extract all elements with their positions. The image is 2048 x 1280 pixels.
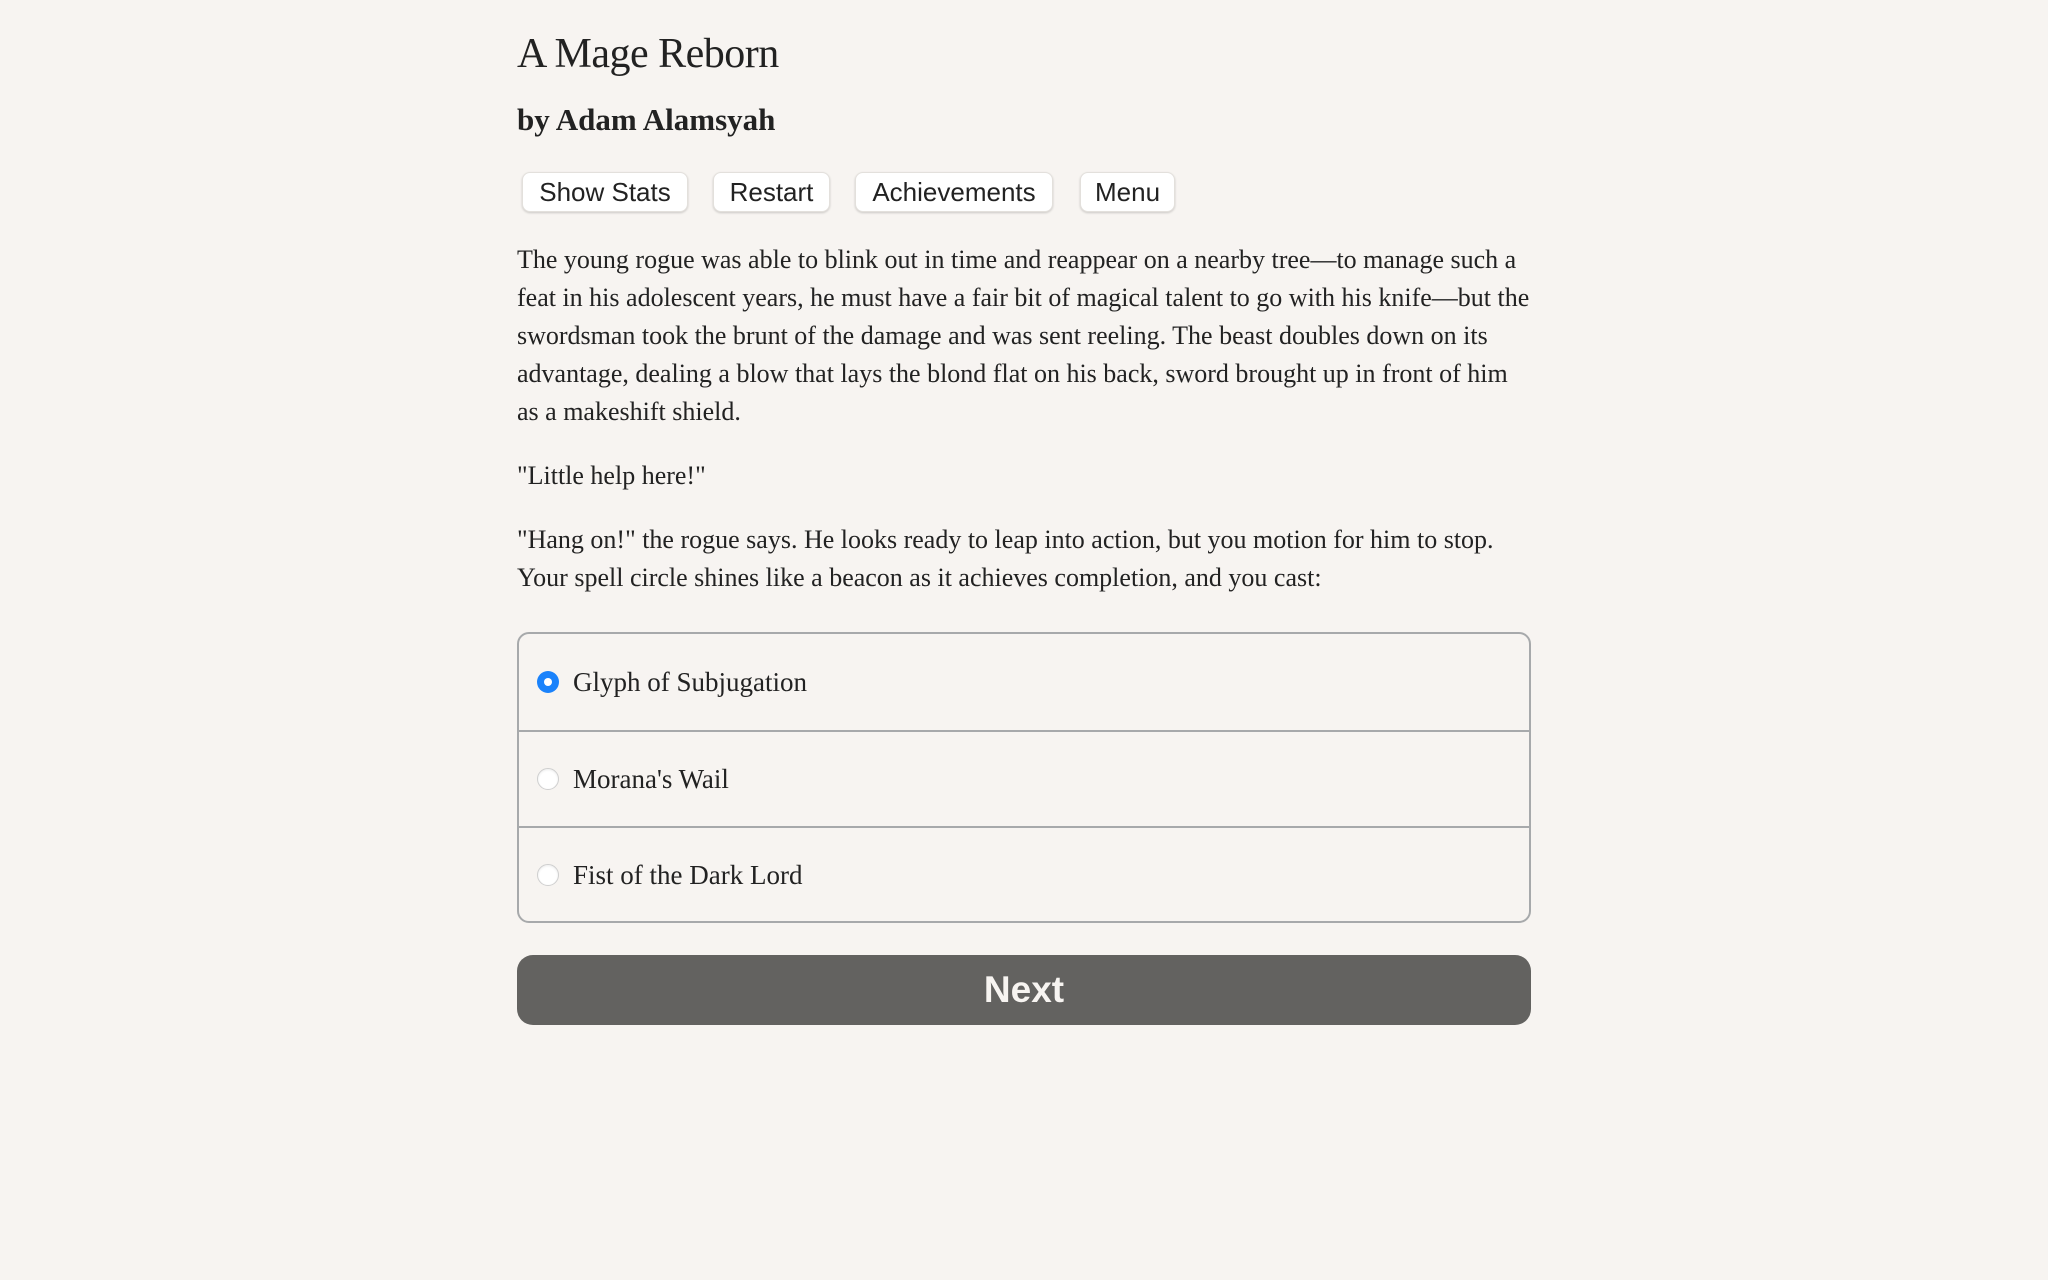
achievements-button[interactable]: Achievements — [855, 172, 1053, 212]
story-paragraph: "Little help here!" — [517, 461, 706, 490]
choice-list — [517, 632, 1531, 923]
choice-option-moranas-wail[interactable] — [519, 730, 1529, 826]
restart-button[interactable]: Restart — [713, 172, 830, 212]
choice-label: Fist of the Dark Lord — [573, 859, 803, 890]
choice-option-fist-of-the-dark-lord[interactable] — [519, 826, 1529, 922]
story-paragraph: "Hang on!" the rogue says. He looks ready to leap into action, but you motion for him to stop. Your spell circle shines like a beacon as it achieves completion, and you cast: — [517, 525, 1494, 592]
author-byline: by Adam Alamsyah — [517, 102, 776, 137]
choice-option-glyph-of-subjugation[interactable] — [519, 634, 1529, 730]
menu-button[interactable]: Menu — [1080, 172, 1175, 212]
story-text — [517, 241, 1531, 623]
choice-label: Morana's Wail — [573, 763, 729, 794]
radio-unselected-icon[interactable] — [537, 768, 559, 790]
radio-unselected-icon[interactable] — [537, 864, 559, 886]
game-toolbar — [522, 172, 1175, 212]
next-button[interactable]: Next — [517, 955, 1531, 1025]
game-title: A Mage Reborn — [517, 31, 779, 77]
choice-label: Glyph of Subjugation — [573, 666, 807, 697]
story-paragraph: The young rogue was able to blink out in time and reappear on a nearby tree—to manage such a feat in his adolescent years, he must have a fair bit of magical talent to go with his knife—but the swordsman took the brunt of the damage and was sent reeling. The beast doubles down on its advantage, dealing a blow that lays the blond flat on his back, sword brought up in front of him as a makeshift shield. — [517, 245, 1530, 426]
show-stats-button[interactable]: Show Stats — [522, 172, 688, 212]
radio-selected-icon[interactable] — [537, 671, 559, 693]
